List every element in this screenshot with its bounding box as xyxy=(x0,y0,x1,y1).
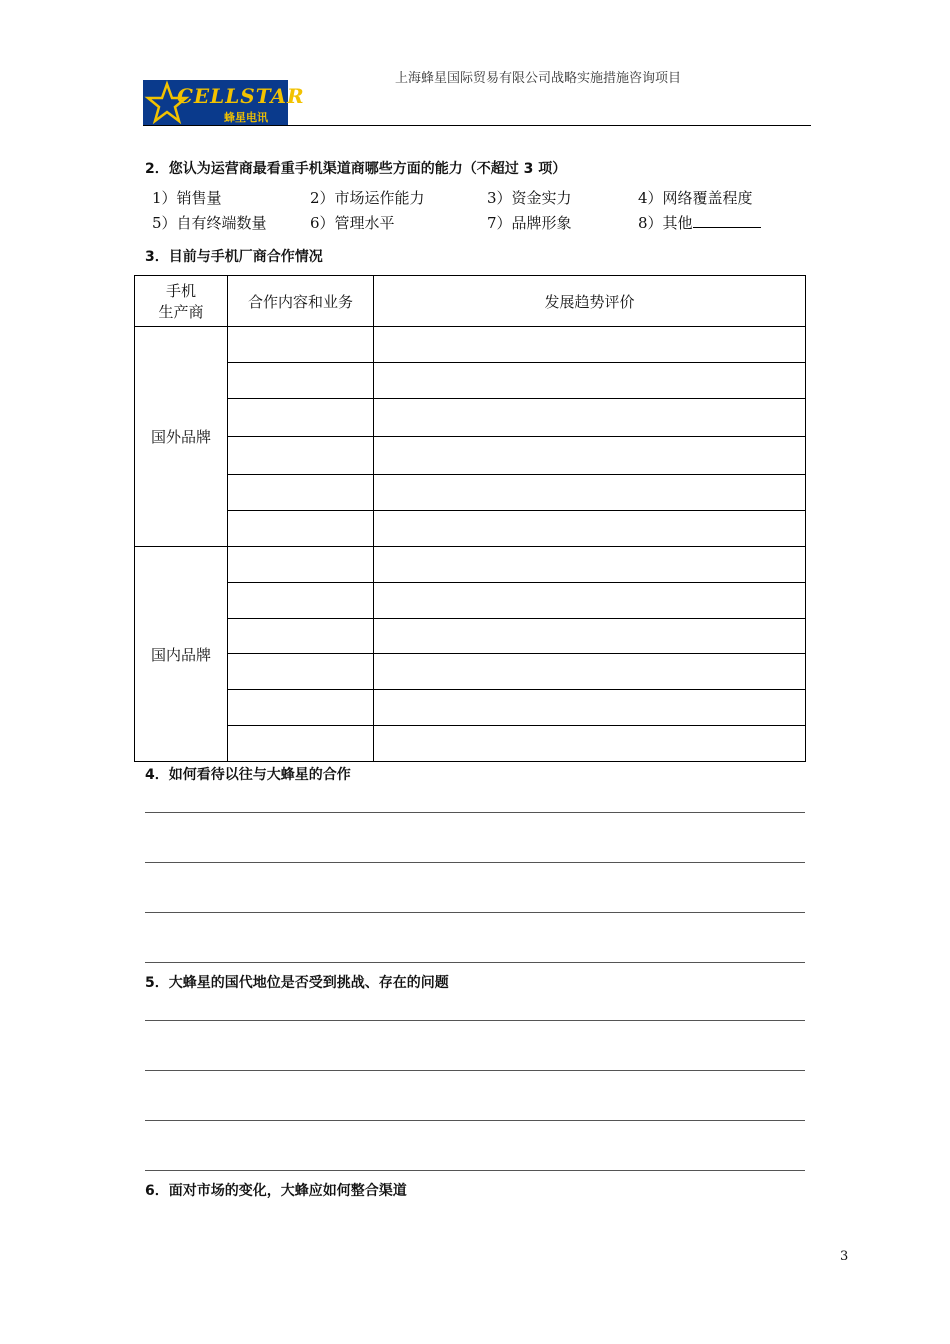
question-3-title: 3．目前与手机厂商合作情况 xyxy=(145,249,323,265)
answer-line[interactable] xyxy=(145,1070,805,1071)
table-row xyxy=(135,654,806,690)
group-foreign-brands: 国外品牌 xyxy=(135,327,228,547)
logo-subtitle: 蜂星电讯 xyxy=(224,111,268,124)
header-manufacturer xyxy=(135,276,228,327)
question-6-title: 6．面对市场的变化，大蜂应如何整合渠道 xyxy=(145,1183,407,1199)
content-cell[interactable] xyxy=(228,437,374,475)
q2-other-blank[interactable] xyxy=(693,213,761,228)
content-cell[interactable] xyxy=(228,475,374,511)
trend-cell[interactable] xyxy=(374,363,806,399)
content-cell[interactable] xyxy=(228,547,374,583)
answer-line[interactable] xyxy=(145,862,805,863)
content-cell[interactable] xyxy=(228,583,374,619)
question-5-title: 5．大蜂星的国代地位是否受到挑战、存在的问题 xyxy=(145,975,449,991)
table-row xyxy=(135,437,806,475)
answer-line[interactable] xyxy=(145,1020,805,1021)
table-row xyxy=(135,399,806,437)
q2-option-1: 1）销售量 xyxy=(152,189,222,207)
question-2-title: 2．您认为运营商最看重手机渠道商哪些方面的能力（不超过 3 项） xyxy=(145,161,567,177)
table-row xyxy=(135,547,806,583)
company-logo xyxy=(143,80,305,126)
header-cooperation-content: 合作内容和业务 xyxy=(228,276,374,327)
table-row xyxy=(135,327,806,363)
header-title: 上海蜂星国际贸易有限公司战略实施措施咨询项目 xyxy=(395,71,682,86)
q2-option-2: 2）市场运作能力 xyxy=(310,189,425,207)
answer-line[interactable] xyxy=(145,912,805,913)
header-trend-evaluation: 发展趋势评价 xyxy=(374,276,806,327)
trend-cell[interactable] xyxy=(374,437,806,475)
answer-line[interactable] xyxy=(145,962,805,963)
table-row xyxy=(135,619,806,654)
question-4-title: 4．如何看待以往与大蜂星的合作 xyxy=(145,767,351,783)
answer-line[interactable] xyxy=(145,812,805,813)
q2-option-6: 6）管理水平 xyxy=(310,214,395,232)
trend-cell[interactable] xyxy=(374,475,806,511)
table-row xyxy=(135,363,806,399)
table-row xyxy=(135,511,806,547)
trend-cell[interactable] xyxy=(374,399,806,437)
trend-cell[interactable] xyxy=(374,327,806,363)
content-cell[interactable] xyxy=(228,327,374,363)
q2-option-5: 5）自有终端数量 xyxy=(152,214,267,232)
trend-cell[interactable] xyxy=(374,511,806,547)
table-row xyxy=(135,726,806,762)
q2-option-7: 7）品牌形象 xyxy=(487,214,572,232)
content-cell[interactable] xyxy=(228,363,374,399)
manufacturer-cooperation-table xyxy=(134,275,806,762)
answer-line[interactable] xyxy=(145,1120,805,1121)
content-cell[interactable] xyxy=(228,511,374,547)
trend-cell[interactable] xyxy=(374,690,806,726)
q2-option-8 xyxy=(638,212,761,233)
q2-option-4: 4）网络覆盖程度 xyxy=(638,189,753,207)
content-cell[interactable] xyxy=(228,619,374,654)
table-row xyxy=(135,690,806,726)
answer-line[interactable] xyxy=(145,1170,805,1171)
trend-cell[interactable] xyxy=(374,547,806,583)
trend-cell[interactable] xyxy=(374,654,806,690)
content-cell[interactable] xyxy=(228,399,374,437)
logo-brand: CELLSTAR xyxy=(177,84,305,108)
q2-option-8-label: 8）其他 xyxy=(638,214,693,232)
trend-cell[interactable] xyxy=(374,619,806,654)
header-manufacturer-line1: 手机 xyxy=(165,282,196,300)
q2-option-3: 3）资金实力 xyxy=(487,189,572,207)
content-cell[interactable] xyxy=(228,654,374,690)
table-header-row xyxy=(135,276,806,327)
trend-cell[interactable] xyxy=(374,726,806,762)
table-row xyxy=(135,583,806,619)
content-cell[interactable] xyxy=(228,726,374,762)
table-row xyxy=(135,475,806,511)
header-divider xyxy=(143,125,811,126)
content-cell[interactable] xyxy=(228,690,374,726)
header-manufacturer-line2: 生产商 xyxy=(158,303,204,321)
page-number: 3 xyxy=(840,1249,849,1264)
trend-cell[interactable] xyxy=(374,583,806,619)
group-domestic-brands: 国内品牌 xyxy=(135,547,228,762)
